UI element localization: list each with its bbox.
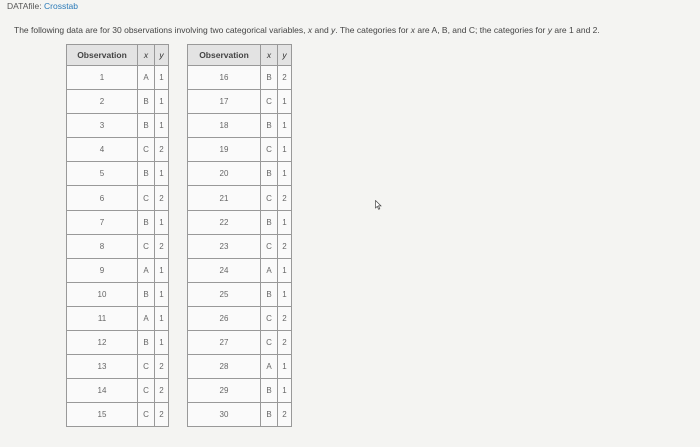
x-cell: B: [261, 282, 278, 306]
y-cell: 1: [155, 282, 169, 306]
observation-cell: 18: [188, 114, 261, 138]
table-row: [67, 403, 169, 427]
y-cell: 1: [155, 162, 169, 186]
table-row: [188, 379, 292, 403]
x-cell: C: [138, 403, 155, 427]
observation-cell: 26: [188, 306, 261, 330]
observation-cell: 2: [67, 90, 138, 114]
y-cell: 1: [155, 66, 169, 90]
x-cell: B: [138, 282, 155, 306]
x-cell: C: [261, 90, 278, 114]
x-cell: A: [138, 258, 155, 282]
table-row: [188, 331, 292, 355]
header-x: x: [138, 45, 155, 66]
y-cell: 1: [155, 210, 169, 234]
table-row: [188, 234, 292, 258]
x-cell: B: [261, 114, 278, 138]
x-cell: C: [138, 234, 155, 258]
observation-cell: 3: [67, 114, 138, 138]
observation-cell: 14: [67, 379, 138, 403]
intro-text-1: The following data are for 30 observations involving two categorical variables,: [14, 25, 308, 35]
x-cell: B: [138, 90, 155, 114]
table-row: [67, 210, 169, 234]
y-cell: 1: [278, 90, 292, 114]
y-cell: 1: [278, 210, 292, 234]
observation-cell: 29: [188, 379, 261, 403]
observation-cell: 20: [188, 162, 261, 186]
header-y: y: [278, 45, 292, 66]
table-row: [188, 186, 292, 210]
header-observation: Observation: [67, 45, 138, 66]
table-row: [67, 90, 169, 114]
table-row: [188, 66, 292, 90]
observation-cell: 25: [188, 282, 261, 306]
table-row: [67, 186, 169, 210]
observation-cell: 12: [67, 331, 138, 355]
table-row: [67, 114, 169, 138]
y-cell: 1: [278, 162, 292, 186]
x-cell: A: [261, 258, 278, 282]
intro-var-x2: x: [410, 25, 415, 35]
table-row: [67, 234, 169, 258]
observation-cell: 28: [188, 355, 261, 379]
observations-table-right: [187, 44, 292, 427]
problem-statement: [14, 25, 600, 35]
header-y: y: [155, 45, 169, 66]
y-cell: 1: [278, 138, 292, 162]
x-cell: B: [261, 379, 278, 403]
x-cell: C: [261, 186, 278, 210]
observation-cell: 7: [67, 210, 138, 234]
y-cell: 1: [278, 258, 292, 282]
x-cell: B: [138, 162, 155, 186]
x-cell: C: [138, 138, 155, 162]
y-cell: 1: [155, 90, 169, 114]
y-cell: 2: [155, 186, 169, 210]
table-row: [188, 90, 292, 114]
y-cell: 2: [278, 403, 292, 427]
x-cell: C: [261, 306, 278, 330]
x-cell: B: [138, 114, 155, 138]
observation-cell: 5: [67, 162, 138, 186]
observation-cell: 8: [67, 234, 138, 258]
intro-var-y2: y: [547, 25, 553, 35]
header-observation: Observation: [188, 45, 261, 66]
datafile-prefix: DATAfile:: [7, 1, 44, 11]
observation-cell: 19: [188, 138, 261, 162]
y-cell: 2: [278, 234, 292, 258]
mouse-pointer-icon: [375, 200, 382, 210]
x-cell: B: [261, 162, 278, 186]
y-cell: 2: [278, 306, 292, 330]
y-cell: 1: [155, 114, 169, 138]
x-cell: C: [261, 234, 278, 258]
table-row: [67, 258, 169, 282]
observation-cell: 15: [67, 403, 138, 427]
table-row: [67, 306, 169, 330]
x-cell: C: [138, 186, 155, 210]
observation-cell: 10: [67, 282, 138, 306]
header-x: x: [261, 45, 278, 66]
observation-cell: 30: [188, 403, 261, 427]
datafile-link[interactable]: Crosstab: [44, 1, 79, 11]
x-cell: A: [138, 66, 155, 90]
table-row: [67, 66, 169, 90]
x-cell: C: [138, 355, 155, 379]
y-cell: 2: [155, 403, 169, 427]
observation-cell: 23: [188, 234, 261, 258]
intro-text-5: are 1 and 2.: [552, 25, 600, 35]
y-cell: 1: [278, 114, 292, 138]
x-cell: C: [138, 379, 155, 403]
x-cell: A: [138, 306, 155, 330]
x-cell: B: [138, 331, 155, 355]
table-row: [188, 306, 292, 330]
datafile-line: [7, 1, 78, 11]
x-cell: B: [261, 210, 278, 234]
observation-cell: 27: [188, 331, 261, 355]
x-cell: B: [138, 210, 155, 234]
observation-cell: 9: [67, 258, 138, 282]
observation-cell: 21: [188, 186, 261, 210]
y-cell: 1: [278, 282, 292, 306]
x-cell: B: [261, 66, 278, 90]
table-row: [67, 331, 169, 355]
observation-cell: 22: [188, 210, 261, 234]
table-row: [188, 282, 292, 306]
y-cell: 2: [155, 379, 169, 403]
observation-cell: 11: [67, 306, 138, 330]
observation-cell: 24: [188, 258, 261, 282]
observation-cell: 17: [188, 90, 261, 114]
table-row: [188, 210, 292, 234]
intro-var-y: y: [331, 25, 336, 35]
observation-cell: 13: [67, 355, 138, 379]
table-row: [188, 403, 292, 427]
x-cell: B: [261, 403, 278, 427]
table-row: [188, 258, 292, 282]
intro-text-2: and: [312, 25, 332, 35]
table-row: [188, 114, 292, 138]
y-cell: 2: [155, 355, 169, 379]
y-cell: 1: [155, 258, 169, 282]
table-header-row: [188, 45, 292, 66]
observation-cell: 6: [67, 186, 138, 210]
y-cell: 1: [278, 379, 292, 403]
y-cell: 2: [155, 234, 169, 258]
x-cell: A: [261, 355, 278, 379]
y-cell: 1: [278, 355, 292, 379]
table-row: [67, 162, 169, 186]
y-cell: 2: [155, 138, 169, 162]
x-cell: C: [261, 138, 278, 162]
table-header-row: [67, 45, 169, 66]
observation-cell: 16: [188, 66, 261, 90]
x-cell: C: [261, 331, 278, 355]
intro-text-4: are A, B, and C; the categories for: [414, 25, 548, 35]
intro-var-x: x: [307, 25, 313, 35]
y-cell: 2: [278, 331, 292, 355]
table-row: [188, 162, 292, 186]
y-cell: 1: [155, 306, 169, 330]
observation-cell: 4: [67, 138, 138, 162]
table-row: [188, 138, 292, 162]
y-cell: 2: [278, 66, 292, 90]
y-cell: 2: [278, 186, 292, 210]
y-cell: 1: [155, 331, 169, 355]
table-row: [67, 379, 169, 403]
intro-text-3: . The categories for: [335, 25, 411, 35]
table-row: [67, 282, 169, 306]
table-row: [67, 355, 169, 379]
observation-cell: 1: [67, 66, 138, 90]
observations-table-left: [66, 44, 169, 427]
table-row: [67, 138, 169, 162]
table-row: [188, 355, 292, 379]
